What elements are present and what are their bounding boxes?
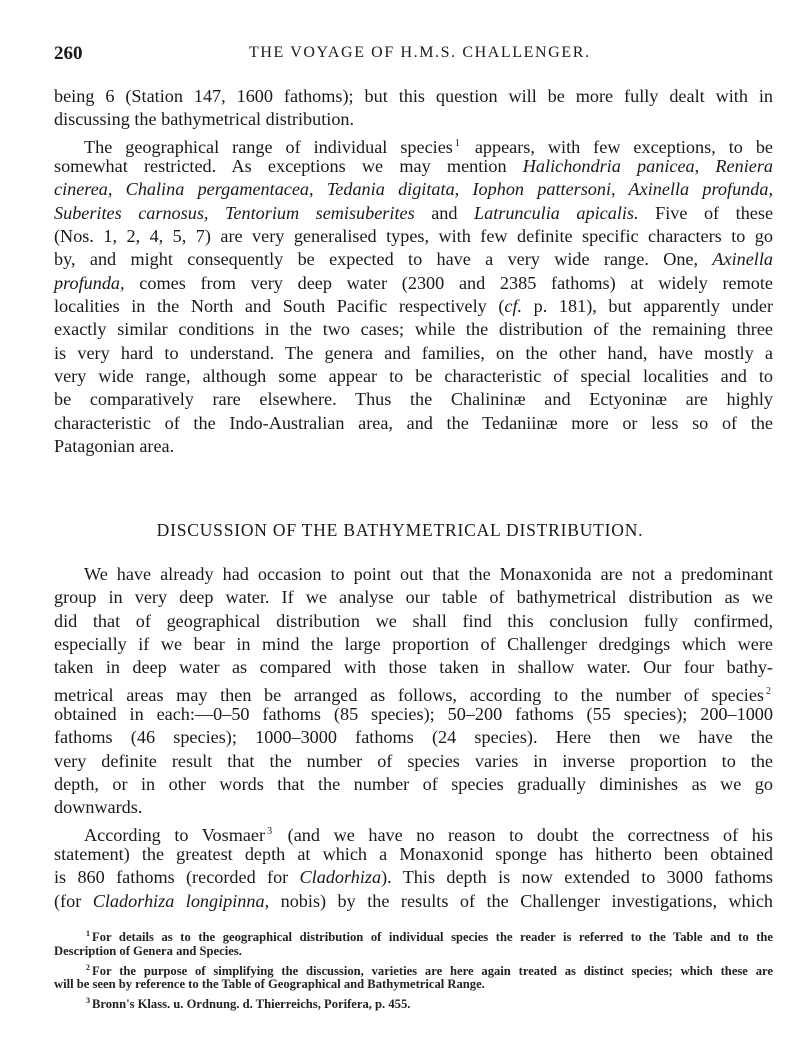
text-run: characteristic of the Indo-Australian area, and the Tedaniinæ more or less so of the — [54, 412, 773, 433]
text-run: According to Vosmaer — [84, 824, 266, 845]
text-line — [54, 155, 773, 178]
text-line — [54, 680, 773, 703]
text-run: appears, with few exceptions, to be — [461, 136, 773, 157]
text-line — [54, 365, 773, 388]
text-line — [54, 388, 773, 411]
text-line — [54, 412, 773, 435]
text-run: Bronn's Klass. u. Ordnung. d. Thierreichs, Porifera, p. 455. — [92, 997, 411, 1012]
text-line — [54, 796, 773, 819]
body-text-section-1 — [54, 85, 773, 459]
text-run: will be seen by reference to the Table of Geographical and Bathymetrical Range. — [54, 977, 485, 992]
text-run: being 6 (Station 147, 1600 fathoms); but this question will be more fully dealt with in — [54, 86, 773, 106]
text-line — [54, 750, 773, 773]
footnote-reference: 2 — [86, 962, 90, 972]
text-line — [54, 202, 773, 225]
text-run: very wide range, although some appear to be characteristic of special localities and to — [54, 366, 773, 387]
text-line — [54, 610, 773, 633]
italic-text: Cladorhiza longipinna, — [92, 890, 270, 911]
text-line — [54, 773, 773, 796]
text-run: is 860 fathoms (recorded for — [54, 867, 300, 888]
text-line — [54, 866, 773, 889]
text-line — [54, 318, 773, 341]
text-line — [54, 295, 773, 318]
text-line — [54, 225, 773, 248]
page-number: 260 — [54, 43, 83, 64]
footnotes — [54, 926, 773, 1010]
text-run: p. 181), but apparently under — [522, 296, 774, 317]
text-run: depth, or in other words that the number of species gradually diminishes as we go — [54, 774, 773, 795]
italic-text: Cladorhiza — [299, 867, 382, 888]
italic-text: cf. — [504, 296, 523, 317]
text-run: be comparatively rare elsewhere. Thus the Chalininæ and Ectyoninæ are highly — [54, 389, 773, 410]
text-line — [54, 178, 773, 201]
text-run: exactly similar conditions in the two cases; while the distribution of the remaining three — [54, 319, 773, 340]
text-run: For details as to the geographical distribution of individual species the reader is referred to the Table and to the — [92, 930, 773, 944]
footnote-line — [54, 976, 773, 993]
text-line — [54, 85, 773, 108]
footnote-reference: 3 — [267, 825, 273, 837]
text-run: very definite result that the number of species varies in inverse proportion to the — [54, 750, 773, 771]
italic-text: Halichondria panicea, Reniera — [522, 156, 773, 177]
footnote-line — [54, 926, 773, 943]
text-run: obtained in each:—0–50 fathoms (85 species); 50–200 fathoms (55 species); 200–1000 — [54, 704, 773, 725]
text-run: Five of these — [638, 202, 774, 223]
text-line — [54, 703, 773, 726]
text-run: localities in the North and South Pacific respectively ( — [54, 296, 505, 317]
text-line — [54, 586, 773, 609]
text-line — [54, 843, 773, 866]
footnote-reference: 1 — [86, 929, 90, 938]
text-run: metrical areas may then be arranged as follows, according to the number of species — [54, 684, 764, 705]
text-run: especially if we bear in mind the large proportion of Challenger dredgings which were — [54, 634, 773, 655]
text-run: and — [414, 202, 474, 223]
text-run: did that of geographical distribution we shall find this conclusion fully confirmed, — [54, 610, 773, 631]
text-line — [54, 132, 773, 155]
text-run: downwards. — [54, 797, 143, 818]
text-run: group in very deep water. If we analyse our table of bathymetrical distribution as we — [54, 587, 773, 608]
text-line — [54, 656, 773, 679]
text-run: comes from very deep water (2300 and 2385 fathoms) at widely remote — [124, 272, 773, 293]
footnote-line — [54, 943, 773, 960]
italic-text: profunda, — [54, 272, 125, 293]
italic-text: cinerea, Chalina pergamentacea, Tedania digitata, Iophon pattersoni, Axinella profunda, — [54, 179, 773, 200]
text-line — [54, 563, 773, 586]
text-line — [54, 435, 773, 458]
footnote-line — [54, 960, 773, 977]
running-title: THE VOYAGE OF H.M.S. CHALLENGER. — [249, 44, 591, 61]
body-text-section-2 — [54, 563, 773, 913]
text-run: (and we have no reason to doubt the correctness of his — [274, 824, 774, 845]
text-run: For the purpose of simplifying the discussion, varieties are here again treated as distinct species; which these are — [92, 963, 773, 978]
section-heading: DISCUSSION OF THE BATHYMETRICAL DISTRIBUTION. — [156, 520, 644, 540]
text-line — [54, 108, 773, 131]
text-line — [54, 272, 773, 295]
text-run: (for — [54, 890, 93, 911]
footnote-line — [54, 993, 773, 1010]
text-run: is very hard to understand. The genera and families, on the other hand, have mostly a — [54, 342, 773, 363]
text-run: Description of Genera and Species. — [54, 943, 242, 958]
text-run: discussing the bathymetrical distribution. — [54, 109, 355, 130]
footnote-reference: 2 — [766, 685, 771, 697]
text-run: (Nos. 1, 2, 4, 5, 7) are very generalised types, with few definite specific characters to go — [54, 226, 773, 247]
text-line — [54, 248, 773, 271]
text-run: nobis) by the results of the Challenger investigations, which — [269, 890, 773, 911]
text-run: by, and might consequently be expected to have a very wide range. One, — [54, 249, 713, 270]
text-line — [54, 726, 773, 749]
footnote-reference: 3 — [86, 996, 90, 1006]
text-run: taken in deep water as compared with those taken in shallow water. Our four bathy- — [54, 657, 773, 678]
text-run: fathoms (46 species); 1000–3000 fathoms (24 species). Here then we have the — [54, 727, 773, 748]
text-run: statement) the greatest depth at which a Monaxonid sponge has hitherto been obtained — [54, 844, 773, 865]
text-line — [54, 820, 773, 843]
text-run: somewhat restricted. As exceptions we may mention — [54, 156, 523, 177]
text-run: We have already had occasion to point out that the Monaxonida are not a predominant — [84, 564, 773, 584]
page-header — [54, 43, 773, 67]
text-run: The geographical range of individual species — [84, 136, 453, 157]
footnote-reference: 1 — [454, 137, 460, 149]
text-run: Patagonian area. — [54, 436, 175, 457]
text-line — [54, 342, 773, 365]
italic-text: Axinella — [712, 249, 773, 270]
text-line — [54, 633, 773, 656]
italic-text: Latrunculia apicalis. — [473, 202, 639, 223]
text-line — [54, 890, 773, 913]
text-run: ). This depth is now extended to 3000 fathoms — [381, 867, 773, 888]
italic-text: Suberites carnosus, Tentorium semisuberites — [54, 202, 415, 223]
